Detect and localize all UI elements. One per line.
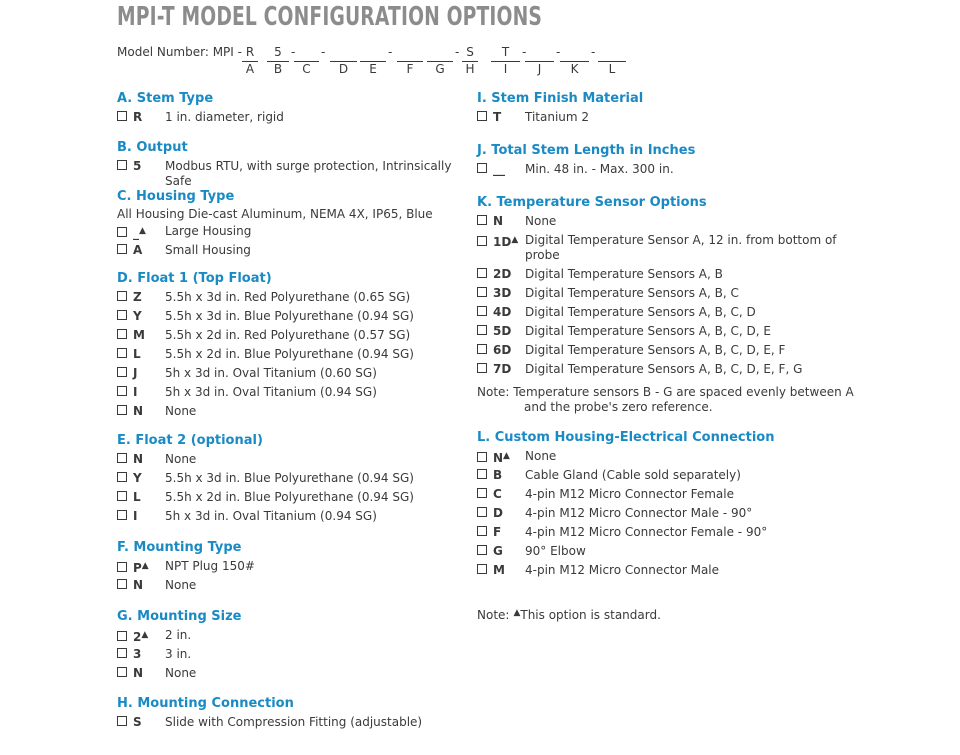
option-code-value: 6D — [493, 343, 512, 357]
option-code-value: I — [133, 509, 138, 523]
option-code-value: N — [133, 452, 144, 466]
option-code — [117, 309, 142, 324]
option-description: 5.5h x 3d in. Blue Polyurethane (0.94 SG) — [165, 471, 414, 485]
option-code — [117, 243, 142, 258]
option-row — [117, 222, 467, 241]
option-code-value: M — [493, 563, 505, 577]
option-section — [117, 432, 467, 526]
model-number-label: Model Number: MPI - — [117, 45, 242, 59]
option-description: Titanium 2 — [525, 110, 590, 124]
option-code — [477, 214, 503, 229]
option-code — [477, 525, 501, 540]
option-code — [477, 544, 503, 559]
option-row — [477, 265, 857, 284]
option-description: Digital Temperature Sensors A, B, C, D, E, F — [525, 343, 786, 357]
checkbox-icon[interactable] — [477, 268, 487, 278]
option-code-value: D — [493, 506, 503, 520]
option-description: 5.5h x 3d in. Blue Polyurethane (0.94 SG) — [165, 309, 414, 323]
section-description: All Housing Die-cast Aluminum, NEMA 4X, IP65, Blue — [117, 207, 433, 221]
page-title: MPI-T MODEL CONFIGURATION OPTIONS — [117, 2, 543, 32]
option-description: NPT Plug 150# — [165, 559, 255, 573]
checkbox-icon[interactable] — [117, 667, 127, 677]
option-description: 4-pin M12 Micro Connector Female — [525, 487, 734, 501]
checkbox-icon[interactable] — [477, 507, 487, 517]
section-note-line: Note: Temperature sensors B - G are spaced evenly between A — [477, 385, 854, 399]
option-code-value: 3D — [493, 286, 512, 300]
option-code — [117, 290, 142, 305]
model-field-g — [427, 45, 453, 62]
option-code — [117, 578, 143, 593]
option-code — [117, 509, 137, 524]
option-code-value: M — [133, 328, 145, 342]
option-code — [117, 647, 141, 662]
checkbox-icon[interactable] — [477, 287, 487, 297]
option-description: 4-pin M12 Micro Connector Female - 90° — [525, 525, 768, 539]
option-row — [117, 557, 467, 576]
option-code — [477, 468, 502, 483]
checkbox-icon[interactable] — [477, 526, 487, 536]
option-section — [477, 194, 857, 415]
option-description: Digital Temperature Sensors A, B — [525, 267, 723, 281]
checkbox-icon[interactable] — [117, 244, 127, 254]
option-description: 4-pin M12 Micro Connector Male - 90° — [525, 506, 753, 520]
model-dash: - — [522, 45, 527, 59]
checkbox-icon[interactable] — [477, 564, 487, 574]
checkbox-icon[interactable] — [477, 363, 487, 373]
option-description: None — [165, 404, 197, 418]
option-code-value: 5 — [133, 159, 142, 173]
option-code-value: A — [133, 243, 143, 257]
option-code-value: L — [133, 490, 141, 504]
option-code-value: P — [133, 561, 142, 575]
option-code-value: 2 — [133, 630, 142, 644]
option-code-value: N — [493, 451, 504, 465]
right-column — [477, 90, 857, 623]
model-field-f — [397, 45, 423, 62]
option-description: None — [165, 578, 197, 592]
option-row — [117, 326, 467, 345]
option-section — [117, 270, 467, 421]
option-row — [477, 322, 857, 341]
model-field-letter: K — [570, 62, 579, 76]
model-field-letter: J — [537, 62, 542, 76]
model-field-letter: E — [369, 62, 377, 76]
option-description: None — [165, 452, 197, 466]
option-row — [117, 157, 467, 188]
option-description: 4-pin M12 Micro Connector Male — [525, 563, 720, 577]
option-row — [117, 450, 467, 469]
checkbox-icon[interactable] — [117, 329, 127, 339]
checkbox-icon[interactable] — [117, 160, 127, 170]
option-code-value: J — [133, 366, 138, 380]
checkbox-icon[interactable] — [477, 306, 487, 316]
option-row — [477, 231, 857, 265]
option-description: 5h x 3d in. Oval Titanium (0.60 SG) — [165, 366, 377, 380]
section-heading: F. Mounting Type — [117, 540, 242, 555]
option-code-value: 1D — [493, 235, 512, 249]
option-section — [117, 90, 467, 127]
checkbox-icon[interactable] — [117, 386, 127, 396]
option-code — [117, 328, 145, 343]
model-field-letter: L — [608, 62, 616, 76]
option-description: 3 in. — [165, 647, 192, 661]
footnote-prefix: Note: — [477, 608, 510, 622]
checkbox-icon[interactable] — [117, 227, 127, 237]
option-row — [477, 108, 857, 127]
option-code — [117, 347, 141, 362]
option-section — [117, 188, 467, 260]
checkbox-icon[interactable] — [117, 348, 127, 358]
option-code — [117, 628, 148, 645]
option-code — [477, 324, 511, 339]
checkbox-icon[interactable] — [117, 472, 127, 482]
option-code — [117, 224, 146, 241]
option-code-value: Y — [133, 309, 142, 323]
checkbox-icon[interactable] — [117, 562, 127, 572]
model-field-a: R — [242, 45, 258, 62]
option-description: 5.5h x 2d in. Blue Polyurethane (0.94 SG) — [165, 347, 414, 361]
checkbox-icon[interactable] — [117, 631, 127, 641]
standard-triangle-icon: ▲ — [513, 608, 521, 618]
option-row — [117, 507, 467, 526]
model-dash: - — [591, 45, 596, 59]
section-note-line: and the probe's zero reference. — [524, 400, 713, 414]
option-row — [477, 284, 857, 303]
option-description: Digital Temperature Sensors A, B, C, D, E, F, G — [525, 362, 803, 376]
option-description: Small Housing — [165, 243, 251, 257]
model-field-letter: C — [302, 62, 311, 76]
checkbox-icon[interactable] — [117, 367, 127, 377]
model-dash: - — [455, 45, 460, 59]
option-row — [117, 664, 467, 683]
option-code — [477, 487, 502, 502]
option-section — [477, 429, 857, 580]
option-row — [117, 576, 467, 595]
option-code — [477, 563, 505, 578]
section-heading: K. Temperature Sensor Options — [477, 195, 707, 210]
option-row — [477, 212, 857, 231]
option-code-value: T — [493, 110, 502, 124]
standard-triangle-icon: ▲ — [139, 226, 146, 236]
section-heading: J. Total Stem Length in Inches — [477, 143, 696, 158]
option-row — [117, 713, 467, 732]
option-section — [117, 695, 467, 732]
option-code — [117, 490, 141, 505]
section-heading: E. Float 2 (optional) — [117, 433, 263, 448]
standard-triangle-icon: ▲ — [141, 561, 149, 571]
option-code-value: N — [493, 214, 504, 228]
model-field-d — [330, 45, 357, 62]
option-code-value: Y — [133, 471, 142, 485]
option-row — [117, 383, 467, 402]
checkbox-icon[interactable] — [117, 405, 127, 415]
option-row — [477, 561, 857, 580]
checkbox-icon[interactable] — [477, 325, 487, 335]
option-description: 5.5h x 2d in. Blue Polyurethane (0.94 SG) — [165, 490, 414, 504]
option-row — [477, 447, 857, 466]
option-code — [117, 471, 142, 486]
option-code — [117, 159, 141, 174]
option-code — [477, 343, 511, 358]
option-row — [477, 542, 857, 561]
option-description: Slide with Compression Fitting (adjustable) — [165, 715, 423, 729]
option-description: Modbus RTU, with surge protection, Intrinsically Safe — [165, 159, 452, 188]
section-note — [477, 385, 857, 415]
option-row — [117, 488, 467, 507]
option-row — [477, 466, 857, 485]
checkbox-icon[interactable] — [117, 111, 127, 121]
option-description: 90° Elbow — [525, 544, 586, 558]
option-row — [117, 469, 467, 488]
option-code-value: B — [493, 468, 503, 482]
option-code-value: _ — [133, 226, 139, 240]
option-code-value: 2D — [493, 267, 512, 281]
option-section — [117, 139, 467, 188]
left-column — [117, 90, 467, 732]
model-field-e — [360, 45, 386, 62]
checkbox-icon[interactable] — [117, 579, 127, 589]
option-code — [117, 666, 143, 681]
section-heading: A. Stem Type — [117, 91, 214, 106]
option-description: Digital Temperature Sensor A, 12 in. from bottom of probe — [525, 233, 837, 262]
option-code-value: I — [133, 385, 138, 399]
option-code — [477, 110, 501, 125]
option-code-value: N — [133, 666, 144, 680]
option-code — [117, 715, 142, 730]
model-field-letter: D — [338, 62, 349, 76]
checkbox-icon[interactable] — [117, 453, 127, 463]
standard-triangle-icon: ▲ — [503, 451, 510, 461]
option-row — [477, 341, 857, 360]
option-code-value: F — [493, 525, 502, 539]
checkbox-icon[interactable] — [477, 488, 487, 498]
option-row — [477, 504, 857, 523]
option-code-value: Z — [133, 290, 142, 304]
option-description: 1 in. diameter, rigid — [165, 110, 284, 124]
option-description: None — [525, 214, 557, 228]
option-description: Min. 48 in. - Max. 300 in. — [525, 162, 674, 176]
model-field-letter: H — [465, 62, 475, 76]
standard-triangle-icon: ▲ — [141, 630, 149, 640]
option-description: Digital Temperature Sensors A, B, C, D — [525, 305, 756, 319]
model-dash: - — [556, 45, 561, 59]
option-code-value: N — [133, 404, 144, 418]
model-field-letter: A — [245, 62, 255, 76]
option-description: 5.5h x 3d in. Red Polyurethane (0.65 SG) — [165, 290, 411, 304]
option-description: 5.5h x 2d in. Red Polyurethane (0.57 SG) — [165, 328, 411, 342]
checkbox-icon[interactable] — [117, 491, 127, 501]
section-heading: I. Stem Finish Material — [477, 91, 644, 106]
option-description: 2 in. — [165, 628, 192, 642]
option-code — [117, 385, 137, 400]
model-field-k — [560, 45, 589, 62]
checkbox-icon[interactable] — [477, 452, 487, 462]
section-heading: B. Output — [117, 140, 188, 155]
model-dash: - — [291, 45, 296, 59]
option-row — [117, 345, 467, 364]
model-field-letter: B — [273, 62, 283, 76]
checkbox-icon[interactable] — [117, 510, 127, 520]
model-field-letter: I — [503, 62, 508, 76]
option-code — [477, 305, 511, 320]
option-row — [117, 108, 467, 127]
footnote-text: This option is standard. — [520, 608, 661, 622]
option-code — [477, 506, 503, 521]
option-code — [477, 286, 511, 301]
checkbox-icon[interactable] — [117, 716, 127, 726]
option-row — [477, 303, 857, 322]
model-field-j — [525, 45, 554, 62]
option-description: Large Housing — [165, 224, 252, 238]
checkbox-icon[interactable] — [477, 111, 487, 121]
model-field-i: T — [491, 45, 520, 62]
option-code-value: L — [133, 347, 141, 361]
option-code-value: C — [493, 487, 502, 501]
option-description: None — [525, 449, 557, 463]
checkbox-icon[interactable] — [477, 236, 487, 246]
model-field-b: 5 — [267, 45, 289, 62]
option-code — [477, 449, 510, 466]
option-row — [117, 288, 467, 307]
option-row — [117, 645, 467, 664]
option-code — [117, 110, 142, 125]
option-code-value: 3 — [133, 647, 142, 661]
option-code-value: 4D — [493, 305, 512, 319]
option-code-value: R — [133, 110, 143, 124]
option-description: Digital Temperature Sensors A, B, C, D, E — [525, 324, 771, 338]
option-code-value: N — [133, 578, 144, 592]
checkbox-icon[interactable] — [117, 648, 127, 658]
option-code-value: 5D — [493, 324, 512, 338]
option-code — [117, 366, 137, 381]
option-row — [477, 485, 857, 504]
option-description: Digital Temperature Sensors A, B, C — [525, 286, 739, 300]
model-field-h: S — [462, 45, 478, 62]
section-heading: G. Mounting Size — [117, 609, 242, 624]
option-section — [477, 142, 857, 179]
option-code — [477, 362, 511, 377]
option-row — [477, 360, 857, 379]
option-section — [477, 90, 857, 127]
option-section — [117, 539, 467, 595]
option-row — [117, 364, 467, 383]
model-field-l — [598, 45, 626, 62]
option-row — [117, 307, 467, 326]
option-row — [117, 241, 467, 260]
option-code-value: S — [133, 715, 142, 729]
option-description: 5h x 3d in. Oval Titanium (0.94 SG) — [165, 385, 377, 399]
section-heading: C. Housing Type — [117, 189, 235, 204]
option-row — [117, 402, 467, 421]
option-code — [117, 404, 143, 419]
option-code-value: __ — [493, 162, 505, 176]
model-field-letter: F — [406, 62, 414, 76]
option-description: Cable Gland (Cable sold separately) — [525, 468, 741, 482]
checkbox-icon[interactable] — [477, 344, 487, 354]
section-heading: D. Float 1 (Top Float) — [117, 271, 272, 286]
section-heading: H. Mounting Connection — [117, 696, 294, 711]
checkbox-icon[interactable] — [477, 215, 487, 225]
option-code-value: 7D — [493, 362, 512, 376]
option-code — [117, 452, 143, 467]
option-code-value: G — [493, 544, 503, 558]
option-row — [477, 523, 857, 542]
option-row — [477, 160, 857, 179]
option-section — [117, 608, 467, 683]
checkbox-icon[interactable] — [117, 310, 127, 320]
option-code — [477, 162, 505, 177]
model-dash: - — [388, 45, 393, 59]
model-dash: - — [321, 45, 326, 59]
checkbox-icon[interactable] — [477, 469, 487, 479]
option-description: 5h x 3d in. Oval Titanium (0.94 SG) — [165, 509, 377, 523]
option-code — [477, 267, 511, 282]
standard-footnote — [477, 606, 857, 623]
option-description: None — [165, 666, 197, 680]
option-code — [477, 233, 518, 250]
checkbox-icon[interactable] — [117, 291, 127, 301]
option-code — [117, 559, 149, 576]
model-field-c — [294, 45, 319, 62]
section-heading: L. Custom Housing-Electrical Connection — [477, 430, 775, 445]
checkbox-icon[interactable] — [477, 163, 487, 173]
model-field-letter: G — [435, 62, 445, 76]
option-row — [117, 626, 467, 645]
standard-triangle-icon: ▲ — [511, 235, 519, 245]
checkbox-icon[interactable] — [477, 545, 487, 555]
